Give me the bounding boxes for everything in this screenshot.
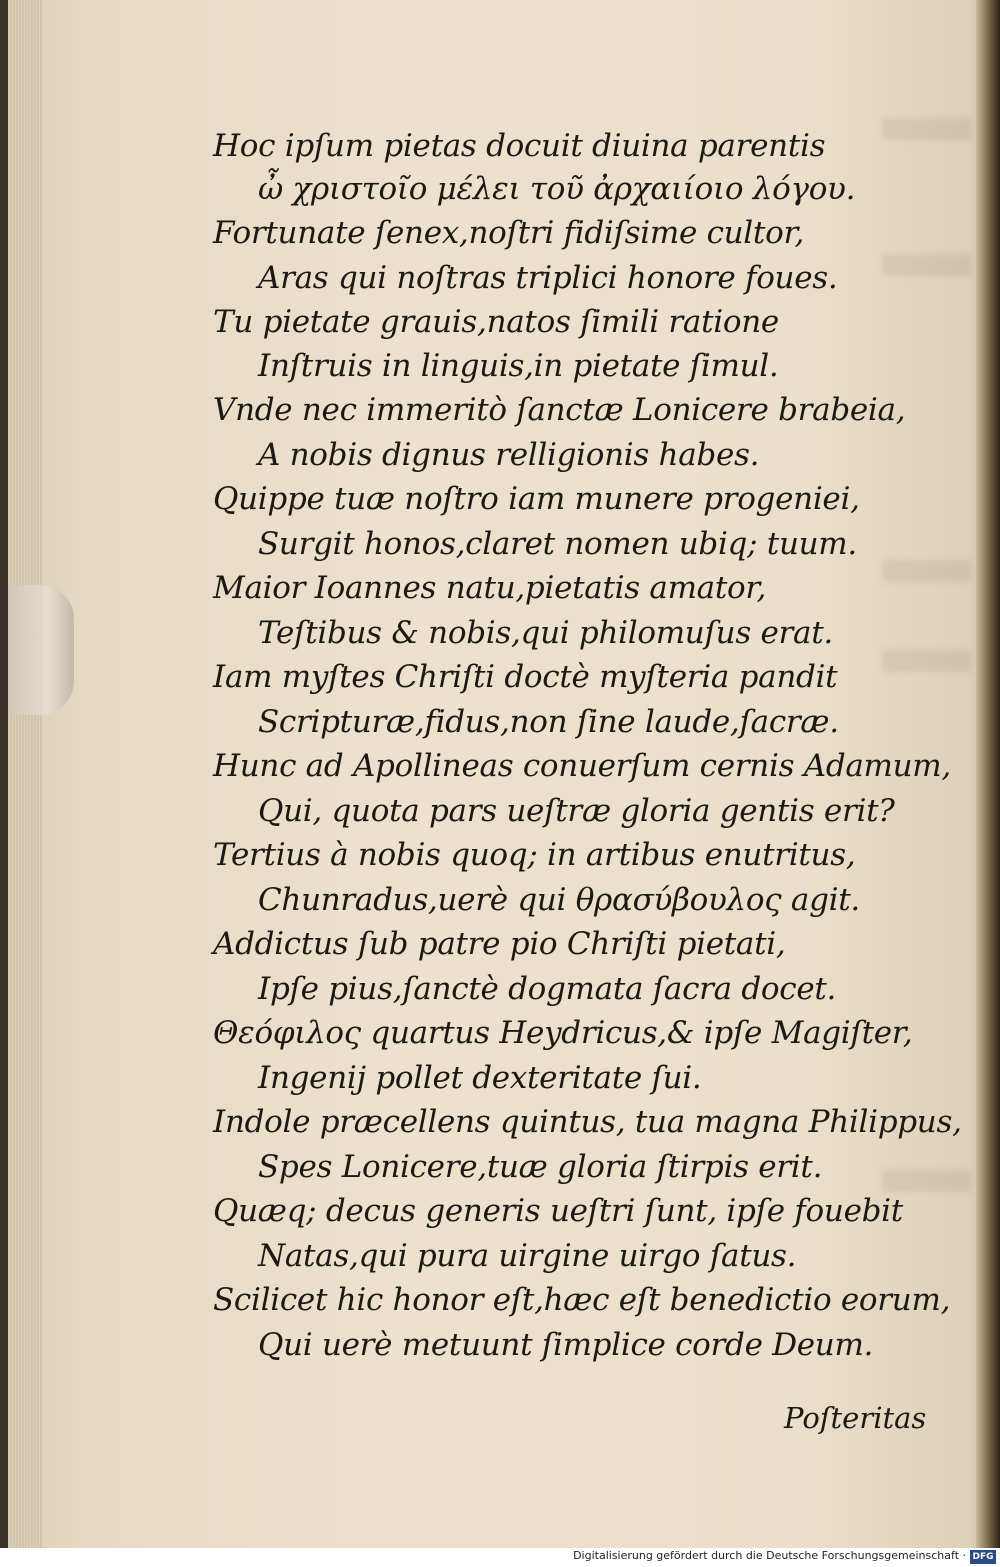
verse-line: Scripturæ,fidus,non ſine laude,ſacræ. [258,704,839,740]
verse-line: Addictus ſub patre pio Chriſti pietati, [213,926,786,962]
verse-line: Surgit honos,claret nomen ubiq; tuum. [258,526,857,562]
verse-line: Scilicet hic honor eſt,hæc eſt benedictio eorum, [213,1282,951,1318]
verse-line: Aras qui noſtras triplici honore foues. [258,260,838,296]
verse-line: Qui uerè metuunt ſimplice corde Deum. [258,1327,874,1363]
digitization-footer [0,1548,1000,1567]
verse-line: Tu pietate grauis,natos ſimili ratione [213,304,779,340]
verse-line: Θεόφιλος quartus Heydricus,& ipſe Magiſter, [213,1015,913,1051]
verse-line: Ipſe pius,ſanctè dogmata ſacra docet. [258,971,837,1007]
verse-line: Vnde nec immeritò ſanctæ Lonicere brabeia, [213,392,906,428]
verse-line: A nobis dignus relligionis habes. [258,437,760,473]
verse-line: Hunc ad Apollineas conuerſum cernis Adamum, [213,748,951,784]
verse-line: Natas,qui pura uirgine uirgo ſatus. [258,1238,797,1274]
verse-line: Ingenij pollet dexteritate ſui. [258,1060,702,1096]
verse-line: Teſtibus & nobis,qui philomuſus erat. [258,615,833,651]
verse-line: Chunradus,uerè qui θρασύβουλος agit. [258,882,860,918]
verse-line: Quippe tuæ noſtro iam munere progeniei, [213,481,860,517]
verse-line: Tertius à nobis quoq; in artibus enutritus, [213,837,856,873]
verse-line: Qui, quota pars ueſtræ gloria gentis erit? [258,793,895,829]
catchword: Poſteritas [784,1401,927,1435]
verse-line: Inſtruis in linguis,in pietate ſimul. [258,348,779,384]
verse-line: Quæq; decus generis ueſtri ſunt, ipſe fouebit [213,1193,903,1229]
dfg-logo-icon: DFG [970,1550,996,1564]
footer-text: Digitalisierung gefördert durch die Deutsche Forschungsgemeinschaft · [573,1549,966,1562]
verse-line: Maior Ioannes natu,pietatis amator, [213,570,767,606]
verse-line: Spes Lonicere,tuæ gloria ſtirpis erit. [258,1149,823,1185]
verse-line: ὦ χριστοῖο μέλει τοῦ ἀρχαιίοιο λόγου. [258,171,856,207]
verse-line: Indole præcellens quintus, tua magna Philippus, [213,1104,962,1140]
verse-line: Hoc ipſum pietas docuit diuina parentis [213,128,826,164]
verse-line: Iam myſtes Chriſti doctè myſteria pandit [213,659,838,695]
verse-line: Fortunate ſenex,noſtri fidiſsime cultor, [213,215,805,251]
